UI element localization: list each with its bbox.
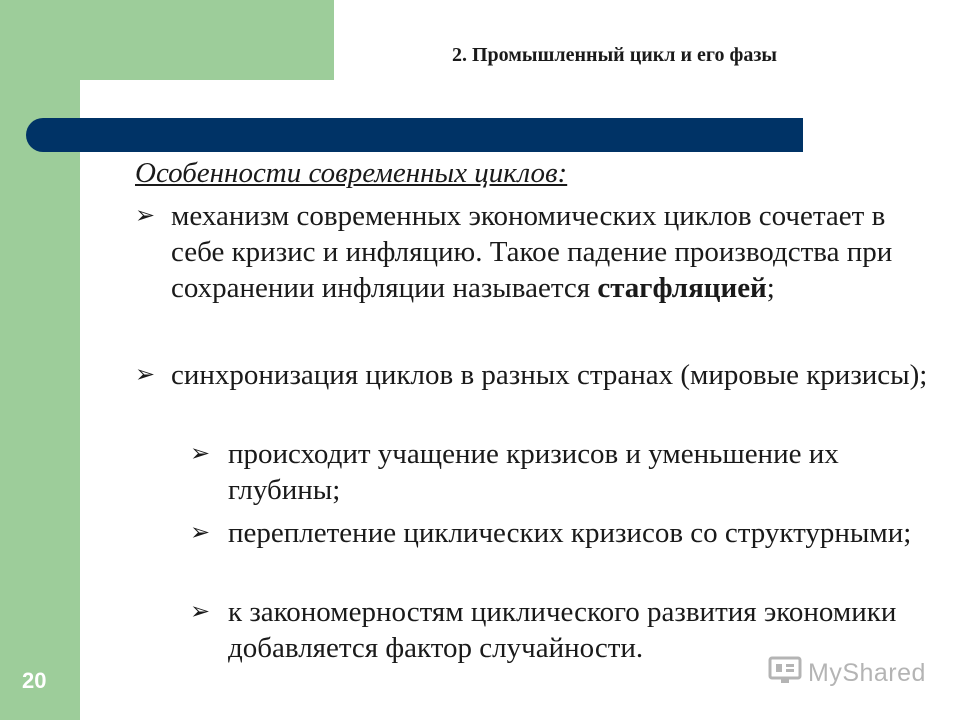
watermark [768, 656, 926, 691]
arrowhead-bullet-icon: ➢ [190, 441, 211, 467]
bullet-item [135, 198, 935, 306]
top-green-block [80, 0, 334, 80]
arrowhead-bullet-icon: ➢ [135, 362, 156, 388]
bold-term: стагфляцией [597, 272, 767, 304]
monitor-logo-icon [768, 656, 802, 691]
slide-subtitle: Особенности современных циклов: [135, 157, 568, 189]
page-number: 20 [22, 668, 47, 693]
bullet-text: синхронизация циклов в разных странах (мировые кризисы); [171, 359, 928, 391]
arrowhead-bullet-icon: ➢ [190, 599, 211, 625]
sub-bullet-text: происходит учащение кризисов и уменьшение их глубины; [228, 438, 839, 506]
watermark-text: MyShared [808, 659, 926, 687]
slide-title: 2. Промышленный цикл и его фазы [452, 44, 777, 66]
sub-bullet-text: переплетение циклических кризисов со структурными; [228, 517, 912, 549]
title-bar [26, 118, 803, 152]
sub-bullet-item [190, 515, 930, 551]
arrowhead-bullet-icon: ➢ [190, 520, 211, 546]
bullet-item [135, 357, 935, 393]
sub-bullet-item [190, 436, 930, 508]
arrowhead-bullet-icon: ➢ [135, 203, 156, 229]
bullet-text: механизм современных экономических циклов сочетает в себе кризис и инфляцию. Такое падение производства при сохранении инфляции называется стагфляцией; [171, 200, 893, 304]
left-green-strip [0, 0, 80, 720]
sub-bullet-text: к закономерностям циклического развития экономики добавляется фактор случайности. [228, 596, 897, 664]
